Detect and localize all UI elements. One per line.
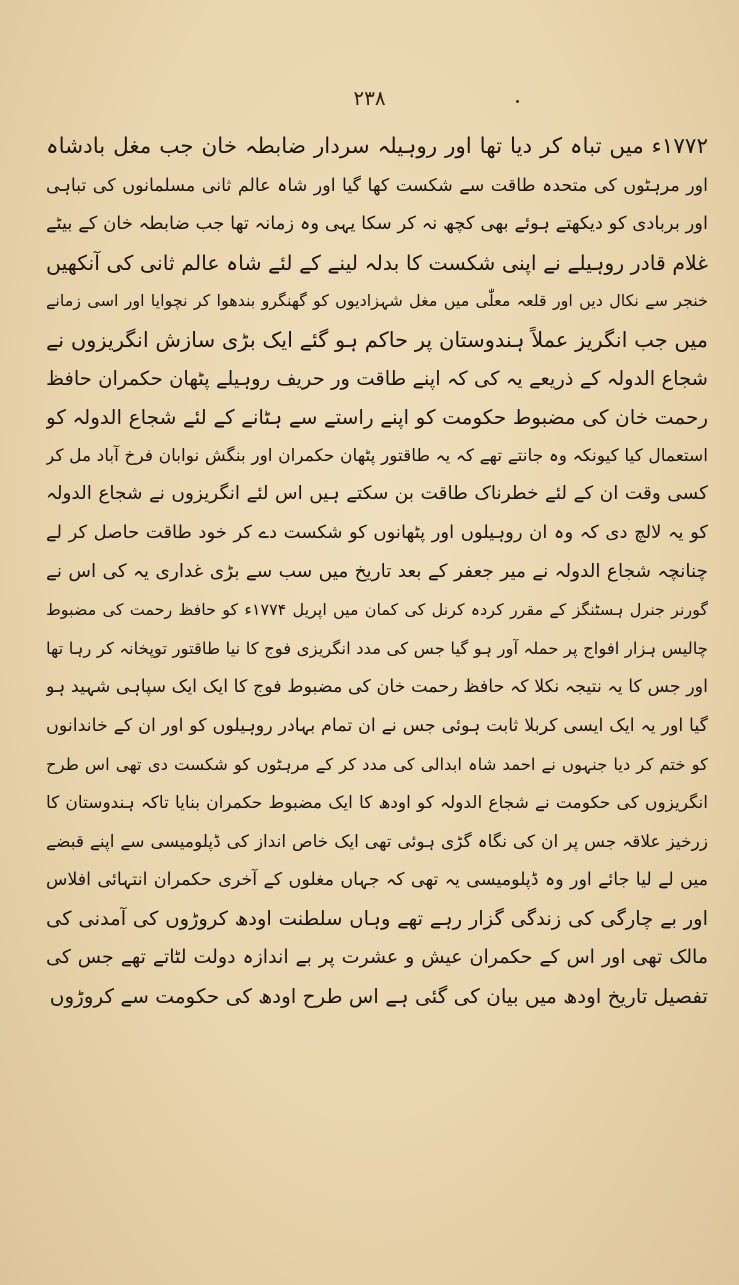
text-line: شجاع الدولہ کے ذریعے یہ کی کہ اپنے طاقت ور حریف روہیلے پٹھان حکمران حافظ xyxy=(46,366,708,390)
text-line: رحمت خان کی مضبوط حکومت کو اپنے راستے سے ہٹانے کے لئے شجاع الدولہ کو xyxy=(46,405,708,430)
text-line: انگریزوں کی حکومت نے شجاع الدولہ کو اودھ کا ایک مضبوط حکمران بنایا تاکہ ہندوستان کا xyxy=(46,793,708,814)
text-line: استعمال کیا کیونکہ وہ جانتے تھے کہ یہ طاقتور پٹھان حکمران اور بنگش نوابان فرخ آباد مل کر xyxy=(46,445,708,466)
text-line: چالیس ہزار افواج پر حملہ آور ہو گیا جس کی مدد انگریزی فوج کا نیا طاقتور توپخانہ کر رہا تھا xyxy=(46,638,708,658)
text-line: کو یہ لالچ دی کہ وہ ان روہیلوں اور پٹھانوں کو شکست دے کر خود طاقت حاصل کر لے xyxy=(46,521,708,543)
text-line: اور جس کا یہ نتیجہ نکلا کہ حافظ رحمت خان کی مضبوط فوج کا ایک ایک سپاہی شہید ہو xyxy=(46,677,708,698)
text-line: مالک تھی اور اس کے حکمران عیش و عشرت پر بے اندازہ دولت لٹاتے تھے جس کی xyxy=(46,946,708,969)
text-line: اور بے چارگی کی زندگی گزار رہے تھے وہاں سلطنت اودھ کروڑوں کی آمدنی کی xyxy=(46,906,708,930)
text-line: میں جب انگریز عملاً ہندوستان پر حاکم ہو گئے ایک بڑی سازش انگریزوں نے xyxy=(46,327,708,352)
text-line: کسی وقت ان کے لئے خطرناک طاقت بن سکتے ہیں اس لئے انگریزوں نے شجاع الدولہ xyxy=(46,483,708,505)
text-line: غلام قادر روہیلے نے اپنی شکست کا بدلہ لینے کے لئے شاہ عالم ثانی کی آنکھیں xyxy=(46,250,708,275)
text-line: اور بربادی کو دیکھتے ہوئے بھی کچھ نہ کر سکا یہی وہ زمانہ تھا جب ضابطہ خان کے بیٹے xyxy=(46,213,708,235)
text-line: کو ختم کر دیا جنہوں نے احمد شاہ ابدالی کی مدد کر کے مرہٹوں کو شکست دی تھی اس طرح xyxy=(46,754,708,774)
body-text xyxy=(46,128,708,1016)
page-number: ۲۳۸ xyxy=(353,86,386,110)
text-line: گورنر جنرل ہسٹنگز کے مقرر کردہ کرنل کی کمان میں اپریل ۱۷۷۴ء کو حافظ رحمت کی مضبوط xyxy=(46,600,708,620)
text-line: ۱۷۷۲ء میں تباہ کر دیا تھا اور روہیلہ سردار ضابطہ خان جب مغل بادشاہ xyxy=(46,134,708,159)
text-line: خنجر سے نکال دیں اور قلعہ معلّٰی میں مغل شہزادیوں کو گھنگرو بندھوا کر نچوایا اور اسی زمانے xyxy=(46,291,708,311)
text-line: اور مرہٹوں کی متحدہ طاقت سے شکست کھا گیا اور شاہ عالم ثانی مسلمانوں کی تباہی xyxy=(46,175,708,196)
text-line: گیا اور یہ ایک ایسی کربلا ثابت ہوئی جس نے ان تمام بہادر روہیلوں کو اور ان کے خاندانوں xyxy=(46,715,708,736)
text-line: زرخیز علاقہ جس پر ان کی نگاہ گڑی ہوئی تھی ایک خاص انداز کی ڈپلومیسی سے اپنے قبضے xyxy=(46,831,708,852)
text-line: تفصیل تاریخ اودھ میں بیان کی گئی ہے اس طرح اودھ کی حکومت سے کروڑوں xyxy=(49,984,708,1009)
text-line: چنانچہ شجاع الدولہ نے میر جعفر کے بعد تاریخ میں سب سے بڑی غداری یہ کی اس نے xyxy=(46,560,708,582)
text-line: میں لے لیا جائے اور وہ ڈپلومیسی یہ تھی کہ جہاں مغلوں کے آخری حکمران انتہائی افلاس xyxy=(46,870,708,891)
ink-speck xyxy=(516,100,519,103)
